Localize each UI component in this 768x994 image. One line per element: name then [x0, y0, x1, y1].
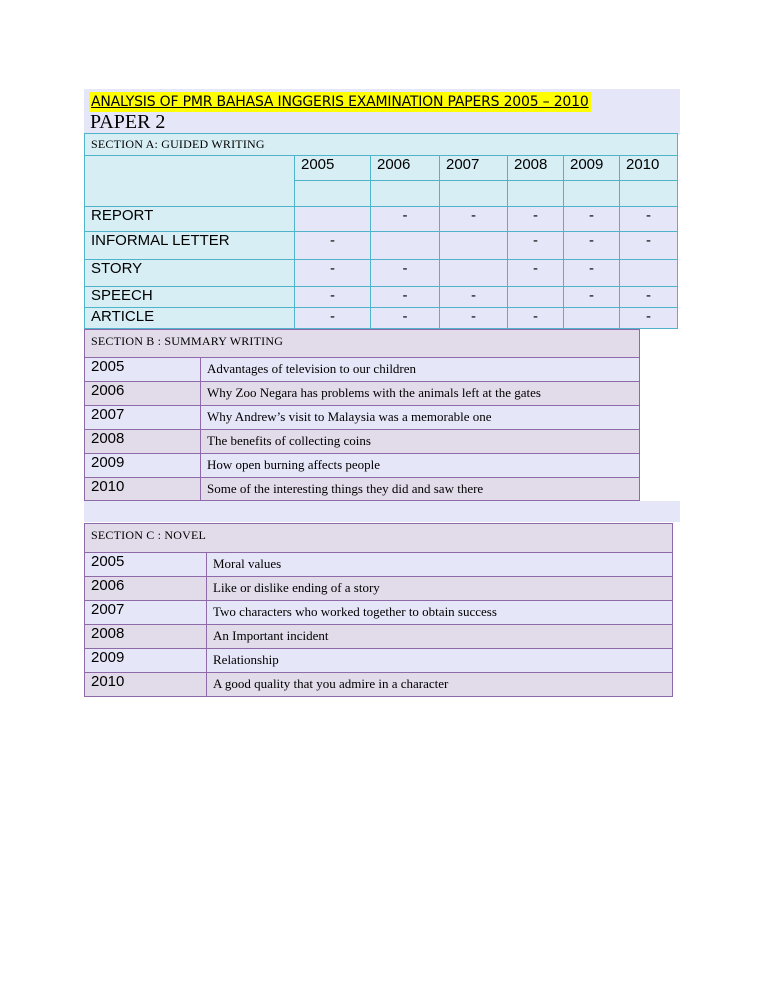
table-cell: -: [564, 287, 620, 308]
row-label: ARTICLE: [85, 308, 295, 329]
table-row: [85, 478, 640, 501]
year-cell: 2010: [85, 478, 201, 501]
table-cell: -: [508, 260, 564, 287]
table-row: [85, 625, 673, 649]
topic-cell: Two characters who worked together to obtain success: [207, 601, 673, 625]
section-b-table: [84, 329, 640, 501]
section-a-table: [84, 133, 678, 329]
table-cell: -: [620, 308, 678, 329]
row-label: STORY: [85, 260, 295, 287]
table-row: [85, 454, 640, 478]
table-cell: -: [371, 207, 440, 232]
document-title: ANALYSIS OF PMR BAHASA INGGERIS EXAMINATION PAPERS 2005 – 2010: [91, 94, 589, 110]
table-cell: -: [440, 287, 508, 308]
table-cell: -: [371, 260, 440, 287]
year-header: 2010: [620, 156, 678, 181]
year-cell: 2008: [85, 430, 201, 454]
topic-cell: Advantages of television to our children: [201, 358, 640, 382]
year-cell: 2006: [85, 577, 207, 601]
table-cell: -: [508, 232, 564, 260]
table-cell: -: [295, 287, 371, 308]
year-header: 2007: [440, 156, 508, 181]
table-cell: -: [620, 207, 678, 232]
table-cell: -: [564, 260, 620, 287]
table-cell: -: [295, 308, 371, 329]
table-row: [85, 287, 678, 308]
year-cell: 2007: [85, 406, 201, 430]
table-row: [85, 308, 678, 329]
section-c-heading: SECTION C : NOVEL: [85, 524, 673, 553]
table-cell: -: [440, 207, 508, 232]
table-row: [85, 649, 673, 673]
table-row: [85, 232, 678, 260]
table-cell: [620, 260, 678, 287]
section-b-heading: SECTION B : SUMMARY WRITING: [85, 330, 640, 358]
year-cell: 2009: [85, 649, 207, 673]
year-cell: 2007: [85, 601, 207, 625]
year-cell: 2008: [85, 625, 207, 649]
year-header: 2005: [295, 156, 371, 181]
table-cell: [295, 207, 371, 232]
year-header: 2008: [508, 156, 564, 181]
topic-cell: Like or dislike ending of a story: [207, 577, 673, 601]
table-cell: -: [564, 207, 620, 232]
year-cell: 2005: [85, 358, 201, 382]
table-cell: -: [564, 232, 620, 260]
year-header: 2009: [564, 156, 620, 181]
topic-cell: Relationship: [207, 649, 673, 673]
table-cell: -: [371, 287, 440, 308]
topic-cell: A good quality that you admire in a character: [207, 673, 673, 697]
topic-cell: Some of the interesting things they did and saw there: [201, 478, 640, 501]
section-c-table: [84, 523, 673, 697]
table-row: [85, 673, 673, 697]
topic-cell: Why Zoo Negara has problems with the animals left at the gates: [201, 382, 640, 406]
row-label: SPEECH: [85, 287, 295, 308]
table-cell: -: [508, 308, 564, 329]
row-label: REPORT: [85, 207, 295, 232]
table-cell: -: [620, 287, 678, 308]
table-row: [85, 577, 673, 601]
table-cell: -: [440, 308, 508, 329]
topic-cell: The benefits of collecting coins: [201, 430, 640, 454]
table-cell: -: [620, 232, 678, 260]
table-row: [85, 358, 640, 382]
year-cell: 2010: [85, 673, 207, 697]
table-row: [85, 260, 678, 287]
table-row: [85, 406, 640, 430]
year-cell: 2005: [85, 553, 207, 577]
table-cell: [564, 308, 620, 329]
table-cell: -: [371, 308, 440, 329]
paper-heading: PAPER 2: [90, 111, 166, 133]
table-row: [85, 207, 678, 232]
table-cell: [371, 232, 440, 260]
table-cell: [440, 232, 508, 260]
row-label: INFORMAL LETTER: [85, 232, 295, 260]
section-b-band: [84, 501, 680, 522]
table-cell: -: [295, 232, 371, 260]
year-header: 2006: [371, 156, 440, 181]
topic-cell: How open burning affects people: [201, 454, 640, 478]
table-cell: -: [508, 207, 564, 232]
year-cell: 2006: [85, 382, 201, 406]
year-cell: 2009: [85, 454, 201, 478]
table-row: [85, 430, 640, 454]
topic-cell: Why Andrew’s visit to Malaysia was a memorable one: [201, 406, 640, 430]
table-cell: -: [295, 260, 371, 287]
table-cell: [440, 260, 508, 287]
table-row: [85, 553, 673, 577]
table-row: [85, 601, 673, 625]
table-row: [85, 382, 640, 406]
section-a-heading: SECTION A: GUIDED WRITING: [85, 134, 678, 156]
section-a-corner: [85, 156, 295, 207]
topic-cell: An Important incident: [207, 625, 673, 649]
table-cell: [508, 287, 564, 308]
topic-cell: Moral values: [207, 553, 673, 577]
